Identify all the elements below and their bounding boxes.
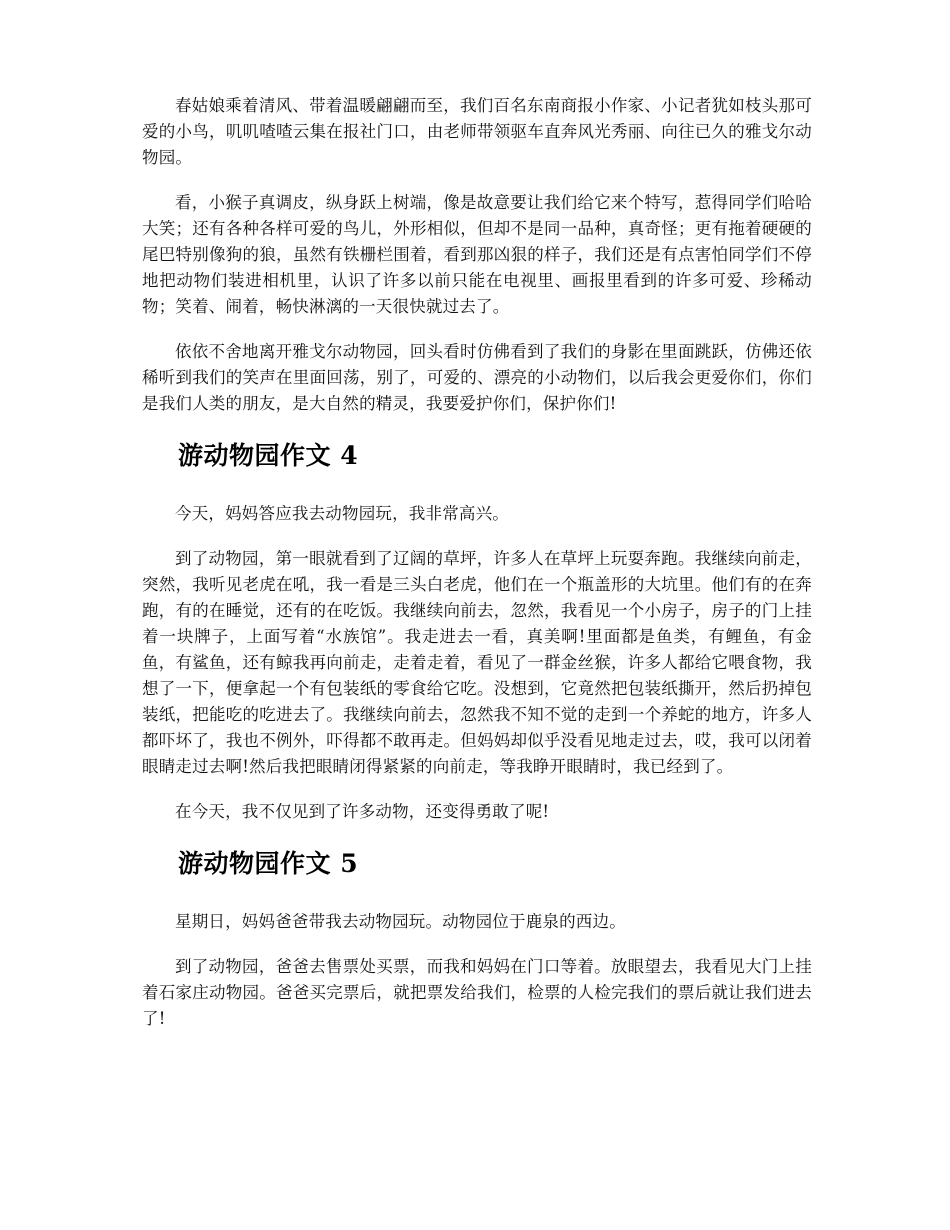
document-body (142, 93, 812, 1051)
section-heading-4: 游动物园作文 4 (178, 441, 359, 470)
paragraph-6: 在今天，我不仅见到了许多动物，还变得勇敢了呢! (175, 802, 550, 821)
paragraph-3: 依依不舍地离开雅戈尔动物园，回头看时仿佛看到了我们的身影在里面跳跃，仿佛还依稀听到我们的笑声在里面回荡，别了，可爱的、漂亮的小动物们，以后我会更爱你们，你们是我们人类的朋友，是大自然的精灵，我要爱护你们，保护你们! (142, 342, 812, 413)
section-heading-5: 游动物园作文 5 (178, 849, 359, 878)
paragraph-1: 春姑娘乘着清风、带着温暖翩翩而至，我们百名东南商报小作家、小记者犹如枝头那可爱的小鸟，叽叽喳喳云集在报社门口，由老师带领驱车直奔风光秀丽、向往已久的雅戈尔动物园。 (142, 96, 812, 167)
paragraph-7: 星期日，妈妈爸爸带我去动物园玩。动物园位于鹿泉的西边。 (175, 912, 626, 931)
paragraph-4: 今天，妈妈答应我去动物园玩，我非常高兴。 (175, 504, 509, 523)
paragraph-2: 看，小猴子真调皮，纵身跃上树端，像是故意要让我们给它来个特写，惹得同学们哈哈大笑；还有各种各样可爱的鸟儿，外形相似，但却不是同一品种，真奇怪；更有拖着硬硬的尾巴特别像狗的狼，虽然有铁栅栏围着，看到那凶狠的样子，我们还是有点害怕同学们不停地把动物们装进相机里，认识了许多以前只能在电视里、画报里看到的许多可爱、珍稀动物；笑着、闹着，畅快淋漓的一天很快就过去了。 (142, 193, 812, 316)
paragraph-8: 到了动物园，爸爸去售票处买票，而我和妈妈在门口等着。放眼望去，我看见大门上挂着石家庄动物园。爸爸买完票后，就把票发给我们，检票的人检完我们的票后就让我们进去了! (142, 957, 812, 1028)
paragraph-5: 到了动物园，第一眼就看到了辽阔的草坪，许多人在草坪上玩耍奔跑。我继续向前走，突然，我听见老虎在吼，我一看是三头白老虎，他们在一个瓶盖形的大坑里。他们有的在奔跑，有的在睡觉，还有的在吃饭。我继续向前去，忽然，我看见一个小房子，房子的门上挂着一块牌子，上面写着“水族馆”。我走进去一看，真美啊!里面都是鱼类，有鲤鱼，有金鱼，有鲨鱼，还有鲸我再向前走，走着走着，看见了一群金丝猴，许多人都给它喂食物，我想了一下，便拿起一个有包装纸的零食给它吃。没想到，它竟然把包装纸撕开，然后扔掉包装纸，把能吃的吃进去了。我继续向前去，忽然我不知不觉的走到一个养蛇的地方，许多人都吓坏了，我也不例外，吓得都不敢再走。但妈妈却似乎没看见地走过去，哎，我可以闭着眼睛走过去啊!然后我把眼睛闭得紧紧的向前走，等我睁开眼睛时，我已经到了。 (142, 549, 812, 776)
